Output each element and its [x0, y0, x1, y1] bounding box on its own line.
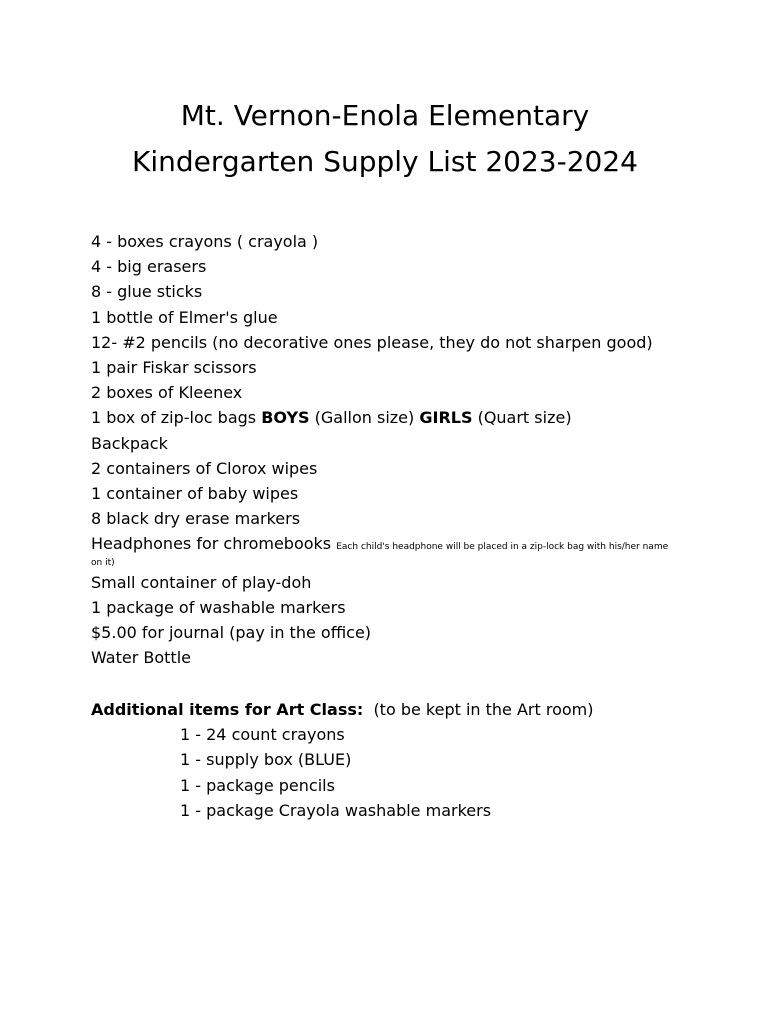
list-item: 1 - 24 count crayons — [180, 725, 345, 745]
list-item — [91, 531, 731, 569]
list-item: 12- #2 pencils (no decorative ones please, they do not sharpen good) — [91, 332, 653, 352]
list-item: 1 - supply box (BLUE) — [180, 750, 352, 770]
headphones-note-continued: on it) — [91, 557, 115, 568]
list-item: Backpack — [91, 433, 168, 453]
art-heading: Additional items for Art Class: — [91, 700, 364, 719]
quart-text: (Quart size) — [472, 408, 572, 428]
list-item: 8 - glue sticks — [91, 282, 203, 302]
list-item: 2 boxes of Kleenex — [91, 383, 243, 403]
list-item: 2 containers of Clorox wipes — [91, 458, 318, 478]
art-note: (to be kept in the Art room) — [373, 700, 594, 719]
list-item: Small container of play-doh — [91, 572, 312, 592]
list-item: Water Bottle — [91, 648, 191, 668]
ziploc-text: 1 box of zip-loc bags — [91, 408, 262, 428]
gallon-text: (Gallon size) — [309, 408, 420, 428]
art-class-section — [91, 697, 731, 823]
list-item: 1 - package Crayola washable markers — [180, 800, 492, 820]
art-heading-line — [91, 697, 731, 722]
list-item: 1 - package pencils — [180, 775, 335, 795]
list-item: 4 - boxes crayons ( crayola ) — [91, 232, 319, 251]
headphones-text: Headphones for chromebooks — [91, 534, 332, 554]
list-item — [91, 405, 731, 430]
list-item: 4 - big erasers — [91, 257, 207, 277]
list-item: $5.00 for journal (pay in the office) — [91, 623, 372, 643]
title-list: Kindergarten Supply List 2023-2024 — [132, 145, 638, 178]
list-item: 1 pair Fiskar scissors — [91, 358, 257, 378]
supply-list — [91, 229, 731, 670]
list-item: 1 package of washable markers — [91, 597, 346, 617]
girls-label: GIRLS — [419, 408, 473, 428]
title-school: Mt. Vernon-Enola Elementary — [180, 99, 590, 132]
list-item: 1 container of baby wipes — [91, 484, 299, 504]
boys-label: BOYS — [261, 408, 310, 428]
list-item: 8 black dry erase markers — [91, 509, 301, 529]
art-supply-list — [91, 722, 731, 823]
list-item: 1 bottle of Elmer's glue — [91, 307, 278, 327]
headphones-note: Each child's headphone will be placed in a zip-lock bag with his/her name — [336, 542, 669, 553]
page-title — [0, 93, 770, 185]
